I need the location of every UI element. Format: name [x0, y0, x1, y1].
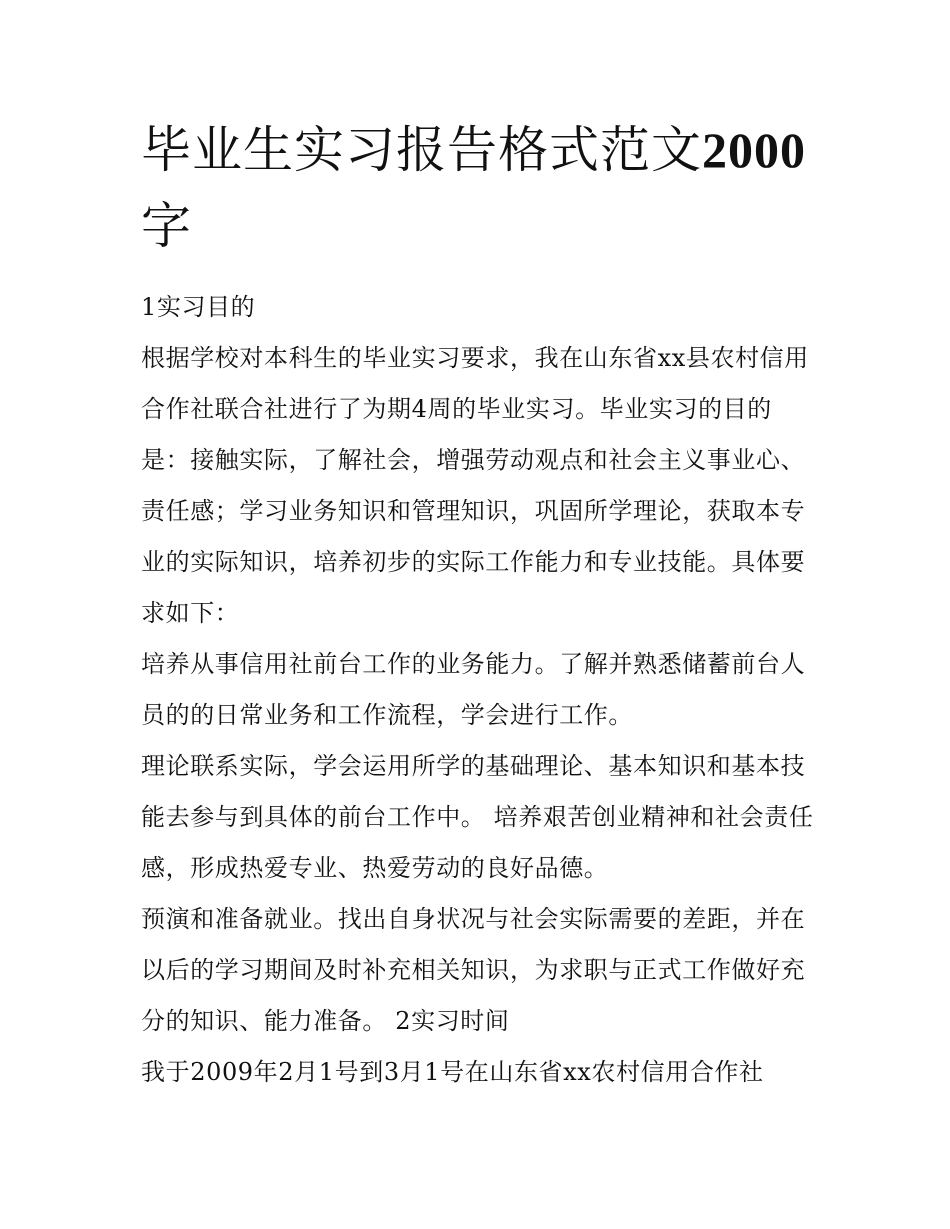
title-text: 毕业生实习报告格式范文: [141, 121, 702, 179]
paragraph-internship-time: 我于2009年2月1号到3月1号在山东省xx农村信用合作社: [141, 1058, 764, 1086]
title-suffix: 字: [141, 197, 192, 255]
paragraph-purpose-intro: 根据学校对本科生的毕业实习要求，我在山东省xx县农村信用合作社联合社进行了为期4周的毕业实习。毕业实习的目的是：接触实际，了解社会，增强劳动观点和社会主义事业心、责任感；学习业务知识和管理知识，巩固所学理论，获取本专业的实际知识，培养初步的实际工作能力和专业技能。具体要求如下：: [141, 344, 809, 627]
paragraph-employment-prep: 预演和准备就业。找出自身状况与社会实际需要的差距，并在以后的学习期间及时补充相关知识，为求职与正式工作做好充分的知识、能力准备。 2实习时间: [141, 905, 806, 1035]
title-number: 2000: [702, 122, 806, 178]
paragraph-front-desk-ability: 培养从事信用社前台工作的业务能力。了解并熟悉储蓄前台人员的的日常业务和工作流程，学会进行工作。: [141, 650, 806, 729]
document-title: [141, 112, 821, 264]
document-body: [141, 112, 821, 1098]
section-heading-purpose: 1实习目的: [141, 293, 256, 321]
paragraph-theory-practice: 理论联系实际，学会运用所学的基础理论、基本知识和基本技能去参与到具体的前台工作中。 培养艰苦创业精神和社会责任感，形成热爱专业、热爱劳动的良好品德。: [141, 752, 814, 882]
